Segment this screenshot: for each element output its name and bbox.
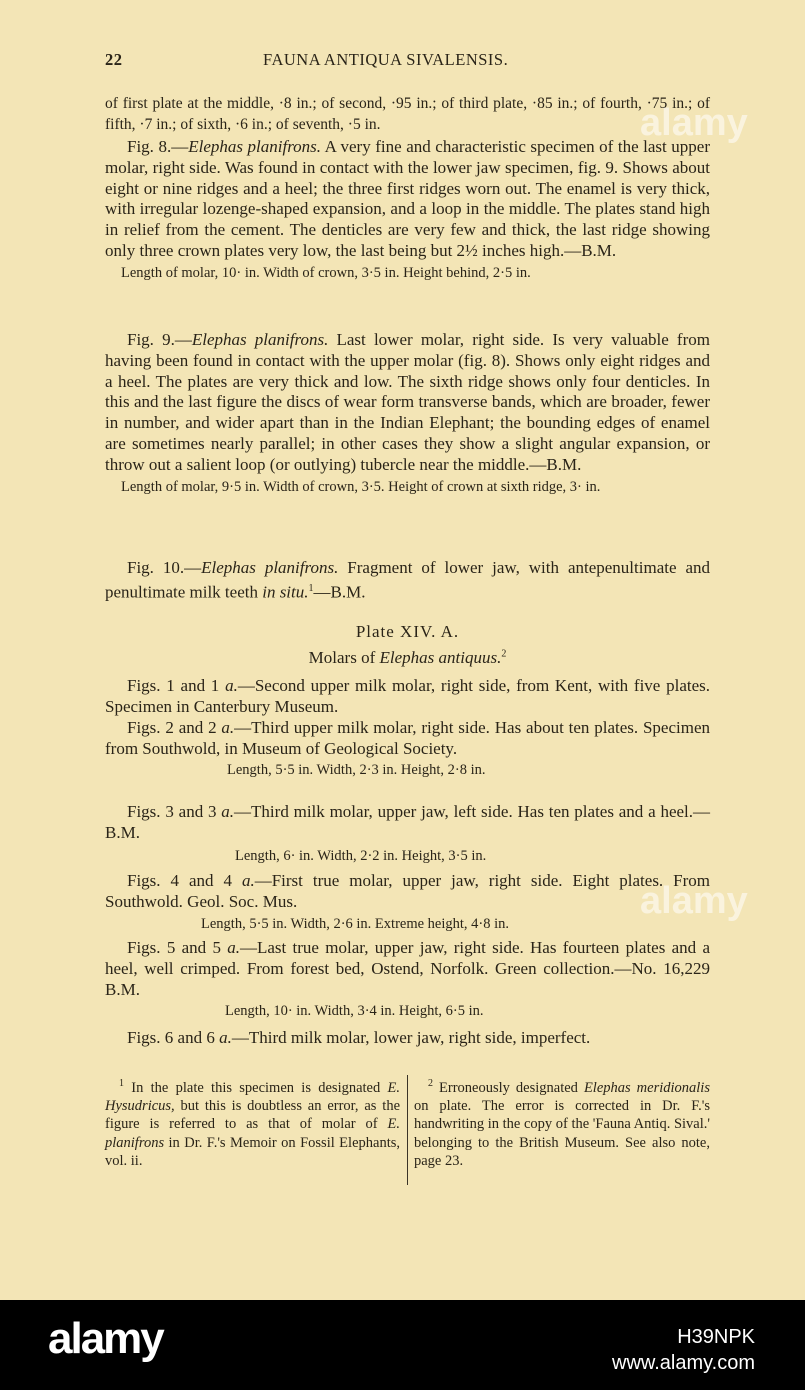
fig-label: Figs. 4 and 4 — [127, 871, 242, 890]
fig-1-entry — [105, 676, 710, 718]
fig-measurements: Length, 5·5 in. Width, 2·3 in. Height, 2·8 in. — [227, 761, 486, 778]
fig-suffix: a. — [227, 938, 240, 957]
footnote-mark: 1 — [119, 1078, 124, 1089]
fig-label: Fig. 8.— — [127, 137, 189, 156]
plate-subtitle — [105, 648, 710, 668]
watermark-logo: alamy — [640, 880, 748, 922]
footnote-text: in Dr. F.'s Memoir on Fossil Elephants, vol. ii. — [105, 1134, 400, 1170]
species-name: E. Hysudricus, — [105, 1079, 400, 1115]
image-code: H39NPK — [677, 1326, 755, 1348]
stock-banner — [0, 1300, 805, 1390]
footnote-ref: 1 — [308, 582, 314, 594]
footnote-2 — [414, 1075, 710, 1170]
species-name: Elephas planifrons. — [188, 137, 322, 156]
fig-label: Figs. 5 and 5 — [127, 938, 228, 957]
intro-text: of first plate at the middle, ·8 in.; of second, ·95 in.; of third plate, ·85 in.; of fourth, ·75 in.; of fifth, ·7 in.; of sixth, ·6 in.; of seventh, ·5 in. — [105, 95, 710, 133]
fig-4-entry — [105, 871, 710, 934]
fig8-paragraph — [105, 137, 710, 262]
fig-text: —Third milk molar, upper jaw, left side. Has ten plates and a heel.—B.M. — [105, 802, 711, 842]
fig9-section — [105, 330, 710, 497]
fig-label: Fig. 10.— — [127, 558, 202, 577]
fig-2-entry — [105, 718, 710, 780]
fig-5-entry — [105, 938, 710, 1021]
fig-label: Figs. 6 and 6 — [127, 1028, 220, 1047]
fig-label: Fig. 9.— — [127, 330, 192, 349]
footnote-text: on plate. The error is corrected in Dr. F.'s handwriting in the copy of the 'Fauna Antiq. Sival.' belonging to the British Museum. See also note, page 23. — [414, 1098, 710, 1170]
fig-text: —Third milk molar, lower jaw, right side, imperfect. — [231, 1028, 591, 1047]
running-title: FAUNA ANTIQUA SIVALENSIS. — [263, 50, 509, 69]
species-name: E. planifrons — [105, 1116, 400, 1151]
species-name: Elephas antiquus. — [379, 648, 502, 667]
footnote-text: In the plate this specimen is designated — [124, 1079, 388, 1096]
site-url: www.alamy.com — [612, 1352, 755, 1374]
fig-text: Fragment of lower jaw, with antepenultimate and penultimate milk teeth — [105, 558, 710, 602]
subtitle-text: Molars of — [308, 648, 380, 667]
fig-label: Figs. 1 and 1 — [127, 676, 226, 695]
fig10-paragraph — [105, 558, 710, 603]
footnote-ref: 2 — [501, 648, 507, 660]
fig9-paragraph — [105, 330, 710, 476]
fig-text: A very fine and characteristic specimen of the last upper molar, right side. Was found in contact with the lower jaw specimen, fig. 9. Shows about eight or nine ridges and a heel; the three first ridges worn out. The enamel is very thick, with irregular lozenge-shaped expansion, and a loop in the middle. The plates stand high in relief from the cement. The denticles are very few and thick, the last ridge showing only three crown plates very low, the last being but 2½ inches high.—B.M. — [105, 137, 710, 260]
fig-3-entry — [105, 802, 710, 866]
fig-suffix: a. — [221, 802, 235, 821]
species-name: Elephas planifrons. — [191, 330, 329, 349]
fig8-section — [105, 137, 710, 283]
alamy-logo: alamy — [48, 1314, 163, 1363]
fig-text: —Second upper milk molar, right side, from Kent, with five plates. Specimen in Canterbury Museum. — [105, 676, 710, 716]
fig-suffix: a. — [221, 718, 235, 737]
footnote-mark: 2 — [428, 1078, 433, 1089]
page-number: 22 — [105, 50, 123, 69]
fig-measurements: Length, 5·5 in. Width, 2·6 in. Extreme height, 4·8 in. — [201, 915, 510, 932]
fig-measurements: Length, 10· in. Width, 3·4 in. Height, 6·5 in. — [225, 1003, 484, 1020]
fig8-measurements: Length of molar, 10· in. Width of crown, 3·5 in. Height behind, 2·5 in. — [121, 264, 531, 281]
fig-label: Figs. 3 and 3 — [127, 802, 222, 821]
fig-label: Figs. 2 and 2 — [127, 718, 222, 737]
fig-suffix: a. — [241, 871, 255, 890]
footnote-text: but this is doubtless an error, as the figure is referred to as that of molar of — [105, 1098, 400, 1133]
fig-text: —Third upper milk molar, right side. Has about ten plates. Specimen from Southwold, in Museum of Geological Society. — [105, 718, 710, 758]
footnote-divider — [407, 1075, 408, 1185]
watermark-logo: alamy — [640, 102, 748, 144]
fig10-section — [105, 558, 710, 603]
plate-title: Plate XIV. A. — [355, 622, 460, 641]
footnote-1 — [105, 1075, 400, 1170]
species-name: Elephas planifrons. — [201, 558, 339, 577]
species-name: Elephas meridionalis — [583, 1079, 710, 1096]
fig-text: Last lower molar, right side. Is very valuable from having been found in contact with the upper molar (fig. 8). Shows only eight ridges and a heel. The plates are very thick and low. The sixth ridge shows only four denticles. In this and the last figure the discs of wear form transverse bands, which are broader, fewer in number, and wider apart than in the Indian Elephant; the bounding edges of enamel are sometimes nearly parallel; in other cases they show a slight angular expansion, or throw out a salient loop (or outlying) tubercle near the middle.—B.M. — [105, 330, 710, 474]
fig9-measurements: Length of molar, 9·5 in. Width of crown, 3·5. Height of crown at sixth ridge, 3· in. — [121, 478, 601, 495]
fig-6-entry — [105, 1028, 710, 1049]
intro-paragraph — [105, 94, 710, 135]
fig-end: —B.M. — [313, 582, 366, 602]
in-situ: in situ. — [262, 582, 309, 602]
footnote-text: Erroneously designated — [433, 1079, 584, 1096]
fig-text: —First true molar, upper jaw, right side. Eight plates. From Southwold. Geol. Soc. Mus. — [105, 871, 710, 911]
fig-suffix: a. — [219, 1028, 232, 1047]
fig-text: —Last true molar, upper jaw, right side. Has fourteen plates and a heel, well crimped. From forest bed, Ostend, Norfolk. Green collection.—No. 16,229 B.M. — [105, 938, 710, 999]
fig-suffix: a. — [225, 676, 238, 695]
fig-measurements: Length, 6· in. Width, 2·2 in. Height, 3·5 in. — [235, 847, 487, 864]
